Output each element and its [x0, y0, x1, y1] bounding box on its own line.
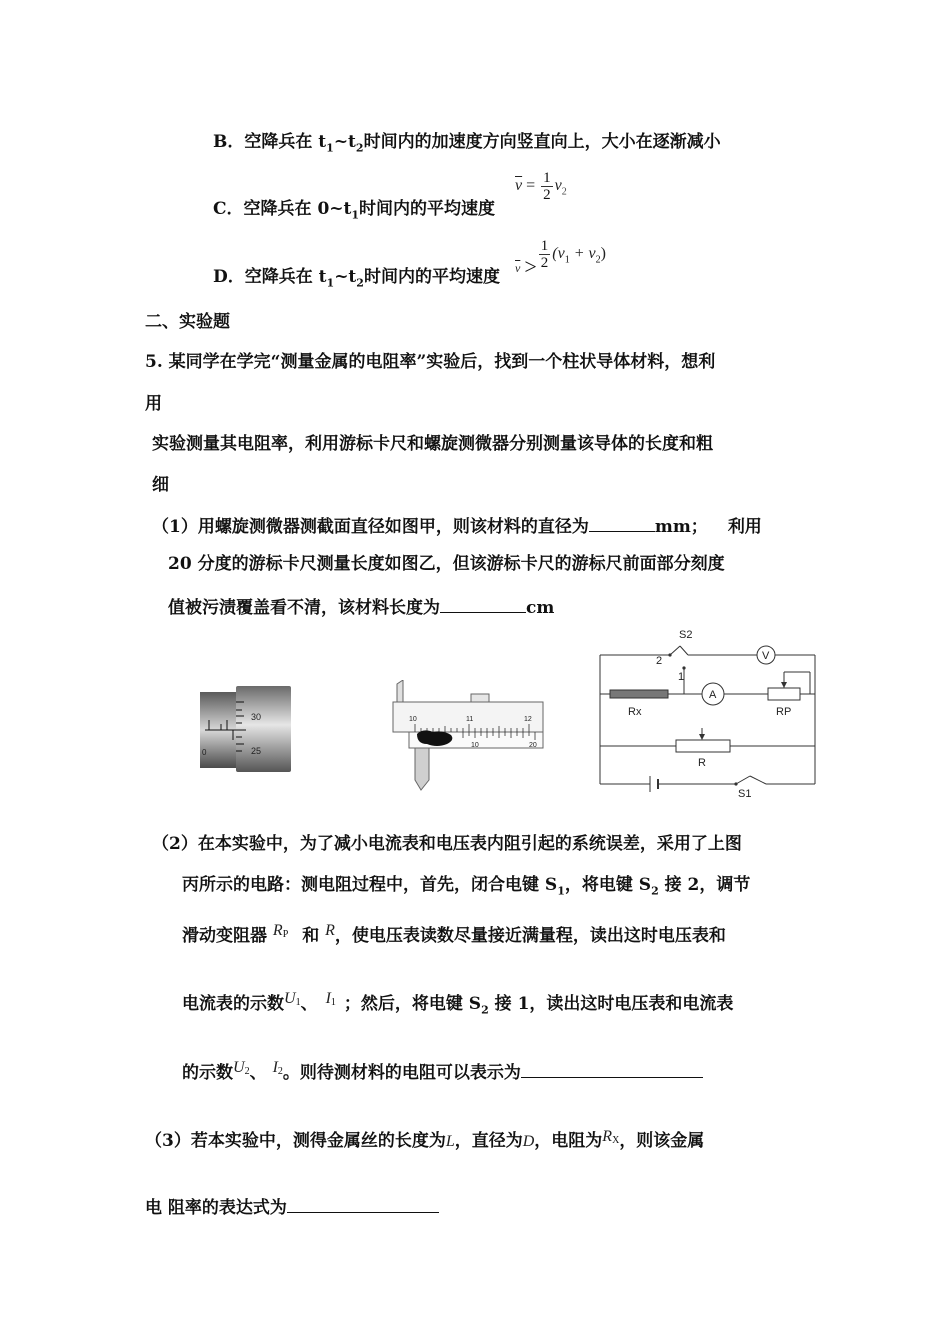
q5-part3-a	[145, 1126, 704, 1153]
math-l: L	[445, 1133, 455, 1150]
micrometer-label-30: 30	[251, 712, 262, 722]
text: （3）若本实验中，测得金属丝的长度为	[145, 1131, 446, 1151]
caliper-screw	[471, 694, 489, 702]
text: ，则该金属	[619, 1131, 705, 1151]
text: 时间内的平均速度	[363, 267, 500, 287]
math-i1: I	[325, 990, 331, 1007]
caliper-vernier-label-20: 20	[529, 742, 537, 749]
option-letter: B．	[213, 132, 245, 152]
q5-part1-a	[152, 513, 762, 538]
q5-line4: 细	[152, 475, 169, 495]
math-d: D	[522, 1133, 535, 1150]
caliper-vernier-label-10: 10	[471, 742, 479, 749]
option-c-formula	[515, 170, 567, 203]
text: 空降兵在 t	[244, 132, 327, 152]
text: 空降兵在 0~t	[243, 199, 352, 219]
resistor-rp	[768, 688, 800, 700]
subscript: 1	[330, 997, 336, 1008]
greater-than: >	[524, 254, 537, 280]
subscript: 2	[595, 254, 601, 266]
circuit-figure	[598, 624, 820, 800]
text: 空降兵在 t	[244, 267, 327, 287]
caliper-figure	[389, 680, 545, 792]
text: 、	[249, 1063, 267, 1083]
answer-blank-resistivity[interactable]	[287, 1194, 439, 1213]
text: ，将电键 S	[564, 875, 652, 895]
text: 和	[302, 926, 320, 946]
text: 时间内的平均速度	[359, 199, 496, 219]
text: 接 1，读出这时电压表和电流表	[488, 994, 734, 1014]
subscript: 1	[351, 208, 360, 222]
v2: v	[554, 177, 562, 195]
answer-blank-resistance[interactable]	[521, 1059, 703, 1078]
mean-v: v	[515, 261, 521, 276]
option-letter: C．	[213, 199, 244, 219]
unit: cm	[526, 598, 555, 618]
subscript: 1	[326, 276, 335, 290]
text: 。则待测材料的电阻可以表示为	[282, 1063, 521, 1083]
s2-label: S2	[679, 629, 693, 641]
text: 的示数	[182, 1063, 233, 1083]
text: 电流表的示数	[182, 994, 284, 1014]
text: ，使电压表读数尽量接近满量程，读出这时电压表和	[334, 926, 726, 946]
subscript: 2	[356, 276, 364, 290]
switch-contact	[682, 666, 685, 669]
micrometer-label-0: 0	[202, 748, 207, 757]
text: 电 阻率的表达式为	[145, 1198, 287, 1218]
q5-part2-e	[182, 1057, 703, 1084]
subscript: 2	[355, 141, 364, 155]
q5-part2-a: （2）在本实验中，为了减小电流表和电压表内阻引起的系统误差，采用了上图	[152, 834, 742, 854]
caliper-label-11: 11	[466, 716, 474, 723]
s2-pos1-label: 1	[678, 671, 685, 683]
expr: )	[600, 245, 606, 263]
expr: (v	[552, 245, 565, 263]
rp-label: RP	[776, 706, 792, 718]
math-r: R	[325, 922, 335, 939]
caliper-label-12: 12	[524, 716, 532, 723]
subscript: 1	[326, 141, 334, 155]
option-d	[213, 266, 500, 294]
rx-label: Rx	[628, 706, 642, 718]
expr: + v	[569, 245, 596, 263]
equals: =	[526, 177, 536, 195]
text: ；然后，将电键 S	[343, 994, 482, 1014]
text: （1）用螺旋测微器测截面直径如图甲，则该材料的直径为	[152, 517, 589, 537]
circuit-switch-s2	[670, 646, 680, 655]
ammeter-label: A	[709, 689, 717, 701]
micrometer-thimble	[236, 686, 291, 772]
text: ~t	[334, 267, 357, 287]
fraction	[541, 170, 553, 203]
math-u1: U	[284, 990, 296, 1007]
fraction	[539, 238, 551, 271]
answer-blank-diameter[interactable]	[589, 513, 655, 532]
subscript: P	[282, 929, 289, 940]
answer-blank-length[interactable]	[440, 594, 526, 613]
subscript: 1	[564, 254, 570, 266]
q5-part1-c	[168, 594, 554, 619]
math-rp: R	[272, 922, 283, 939]
q5-line3: 实验测量其电阻率，利用游标卡尺和螺旋测微器分别测量该导体的长度和粗	[152, 434, 713, 454]
option-letter: D．	[213, 267, 245, 287]
math-rx: R	[602, 1128, 613, 1145]
text: ~t	[333, 132, 356, 152]
option-c	[213, 198, 495, 226]
mean-v: $\overline{v}$	[515, 177, 523, 195]
text: 丙所示的电路：测电阻过程中，首先，闭合电键 S	[182, 875, 558, 895]
r-label: R	[698, 757, 706, 769]
option-d-formula	[515, 238, 606, 280]
text: ，电阻为	[534, 1131, 603, 1151]
q5-line1: 5. 某同学在学完“测量金属的电阻率”实验后，找到一个柱状导体材料，想利	[145, 352, 716, 372]
text: ，直径为	[454, 1131, 523, 1151]
q5-part2-b	[182, 874, 750, 902]
text: 值被污渍覆盖看不清，该材料长度为	[168, 598, 440, 618]
s2-pos2-label: 2	[656, 655, 663, 667]
caliper-label-10: 10	[409, 716, 417, 723]
text: 时间内的加速度方向竖直向上，大小在逐渐减小	[363, 132, 721, 152]
voltmeter-label: V	[762, 650, 770, 662]
option-b	[213, 131, 721, 159]
subscript: 2	[561, 186, 567, 198]
text: 接 2，调节	[658, 875, 751, 895]
subscript: 2	[244, 1066, 250, 1077]
subscript: X	[612, 1135, 620, 1146]
r-slider-arrow	[699, 734, 705, 740]
resistor-r	[676, 740, 730, 752]
micrometer-figure	[197, 684, 293, 772]
circuit-switch-s1	[736, 776, 750, 784]
q5-part2-c	[182, 920, 726, 947]
unit: mm；	[654, 517, 708, 537]
numerator: 1	[543, 170, 551, 186]
section-heading: 二、实验题	[145, 312, 230, 332]
numerator: 1	[540, 238, 549, 254]
subscript: 1	[295, 997, 301, 1008]
q5-part2-d	[182, 988, 733, 1021]
q5-line2: 用	[145, 394, 162, 414]
rp-slider-arrow	[781, 682, 787, 688]
subscript: 2	[481, 1003, 489, 1017]
q5-part3-b	[145, 1194, 439, 1219]
denominator: 2	[543, 187, 551, 203]
text: 、	[300, 994, 318, 1014]
math-i2: I	[272, 1059, 278, 1076]
subscript: 1	[557, 884, 565, 898]
math-u2: U	[233, 1059, 245, 1076]
resistor-rx	[610, 690, 668, 698]
subscript: 2	[277, 1066, 283, 1077]
text: 滑动变阻器	[182, 926, 267, 946]
caliper-upper-jaw	[397, 680, 403, 702]
s1-label: S1	[738, 788, 752, 800]
text: 利用	[727, 517, 762, 537]
q5-part1-b: 20 分度的游标卡尺测量长度如图乙，但该游标卡尺的游标尺前面部分刻度	[168, 554, 725, 574]
denominator: 2	[540, 255, 549, 271]
caliper-lower-jaw	[415, 748, 429, 790]
micrometer-label-25: 25	[251, 746, 262, 756]
subscript: 2	[651, 884, 659, 898]
switch-contact	[668, 653, 671, 656]
